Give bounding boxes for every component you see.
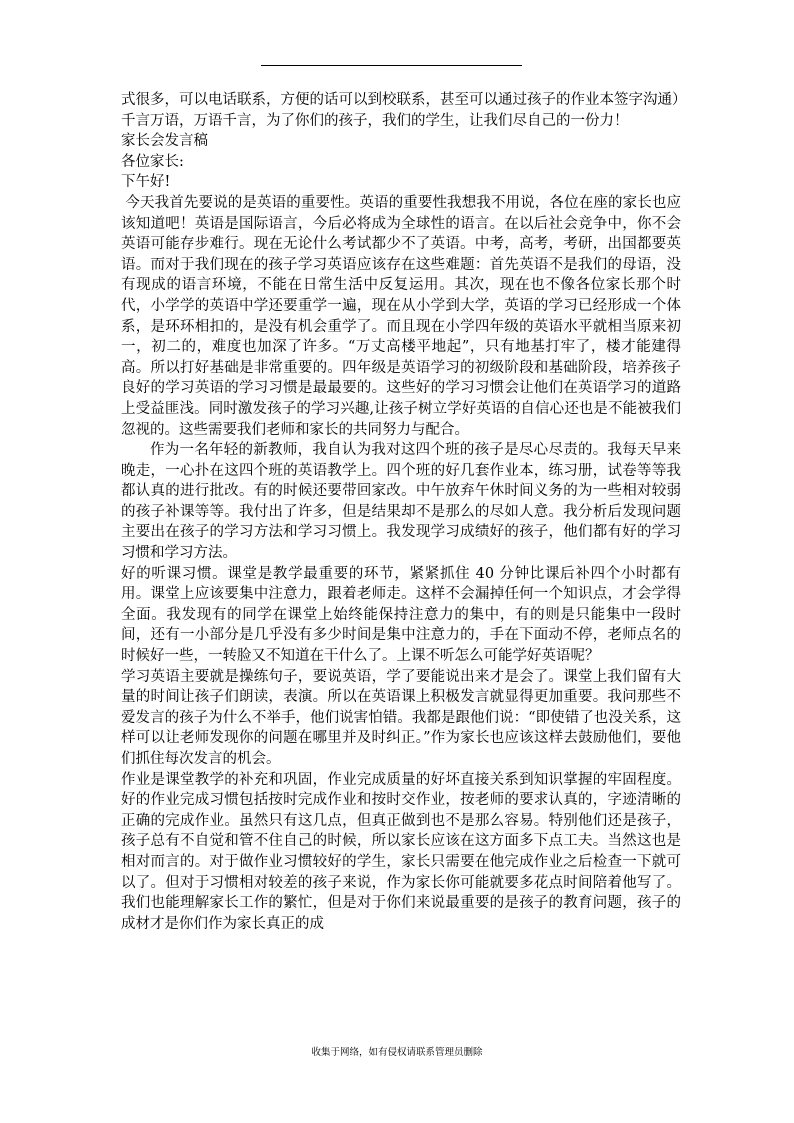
paragraph: 学习英语主要就是操练句子，要说英语，学了要能说出来才是会了。课堂上我们留有大量的时间让孩子们朗读，表演。所以在英语课上积极发言就显得更加重要。我问那些不爱发言的孩子为什么不举手，他们说害怕错。我都是跟他们说：“即使错了也没关系，这样可以让老师发现你的问题在哪里并及时纠正。”作为家长也应该这样去鼓励他们，要他们抓住每次发言的机会。 [121,668,681,767]
document-body [121,90,687,934]
header-rule [261,65,522,66]
salutation: 各位家长: [121,153,184,170]
page-footer: 收集于网络，如有侵权请联系管理员删除 [311,1047,483,1058]
greeting: 下午好! [121,174,171,191]
paragraph: 式很多，可以电话联系，方便的话可以到校联系，甚至可以通过孩子的作业本签字沟通） [121,92,687,108]
paragraph: 今天我首先要说的是英语的重要性。英语的重要性我想我不用说，各位在座的家长也应该知道吧！英语是国际语言，今后必将成为全球性的语言。在以后社会竞争中，你不会英语可能存步难行。现在无论什么考试都少不了英语。中考，高考，考研，出国都要英语。而对于我们现在的孩子学习英语应该存在这些难题：首先英语不是我们的母语，没有现成的语言环境，不能在日常生活中反复运用。其次，现在也不像各位家长那个时代，小学学的英语中学还要重学一遍，现在从小学到大学，英语的学习已经形成一个体系，是环环相扣的，是没有机会重学了。而且现在小学四年级的英语水平就相当原来初一，初二的，难度也加深了许多。“万丈高楼平地起”，只有地基打牢了，楼才能建得高。所以打好基础是非常重要的。四年级是英语学习的初级阶段和基础阶段，培养孩子良好的学习英语的学习习惯是最最要的。这些好的学习习惯会让他们在英语学习的道路上受益匪浅。同时激发孩子的学习兴趣,让孩子树立学好英语的自信心还也是不能被我们忽视的。这些需要我们老师和家长的共同努力与配合。 [121,194,681,438]
paragraph: 好的听课习惯。课堂是教学最重要的环节，紧紧抓住 40 分钟比课后补四个小时都有用。课堂上应该要集中注意力，跟着老师走。这样不会漏掉任何一个知识点，才会学得全面。我发现有的同学在课堂上始终能保持注意力的集中，有的则是只能集中一段时间，还有一小部分是几乎没有多少时间是集中注意力的，手在下面动不停，老师点名的时候好一些，一转脸又不知道在干什么了。上课不听怎么可能学好英语呢？ [121,565,681,665]
paragraph: 作业是课堂教学的补充和巩固，作业完成质量的好坏直接关系到知识掌握的牢固程度。好的作业完成习惯包括按时完成作业和按时交作业，按老师的要求认真的，字迹清晰的正确的完成作业。虽然只有这几点，但真正做到也不是那么容易。特别他们还是孩子，孩子总有不自觉和管不住自己的时候，所以家长应该在这方面多下点工夫。当然这也是相对而言的。对于做作业习惯较好的学生，家长只需要在他完成作业之后检查一下就可以了。但对于习惯相对较差的孩子来说，作为家长你可能就要多花点时间陪着他写了。我们也能理解家长工作的繁忙，但是对于你们来说最重要的是孩子的教育问题，孩子的成材才是你们作为家长真正的成 [121,771,681,932]
paragraph: 作为一名年轻的新教师，我自认为我对这四个班的孩子是尽心尽责的。我每天早来晚走，一心扑在这四个班的英语教学上。四个班的好几套作业本，练习册，试卷等等我都认真的进行批改。有的时候还要带回家改。中午放弃午休时间义务的为一些相对较弱的孩子补课等等。我付出了许多，但是结果却不是那么的尽如人意。我分析后发现问题主要出在孩子的学习方法和学习习惯上。我发现学习成绩好的孩子，他们都有好的学习习惯和学习方法。 [121,442,681,562]
paragraph: 千言万语，万语千言，为了你们的孩子，我们的学生，让我们尽自己的一份力！ [121,112,629,129]
document-title: 家长会发言稿 [121,133,208,150]
